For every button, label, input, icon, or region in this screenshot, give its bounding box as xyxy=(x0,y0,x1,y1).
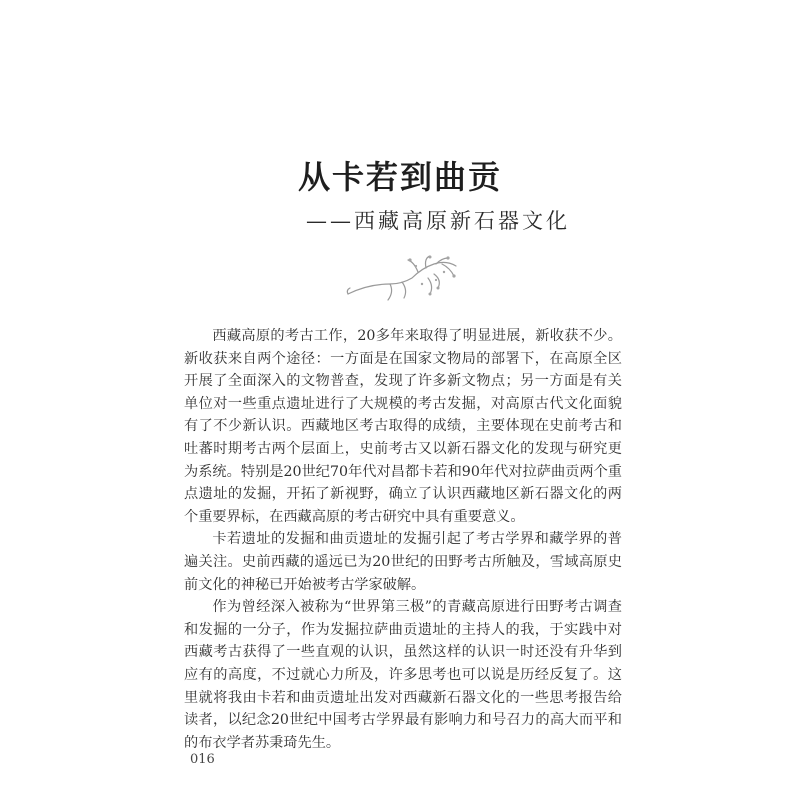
chapter-title: 从卡若到曲贡 xyxy=(297,158,502,196)
body-text xyxy=(184,325,622,754)
paragraph-2: 卡若遗址的发掘和曲贡遗址的发掘引起了考古学界和藏学界的普遍关注。史前西藏的遥远已为20世纪的田野考古所触及，雪域高原史前文化的神秘已开始被考古学家破解。 xyxy=(184,531,622,593)
paragraph-3: 作为曾经深入被称为“世界第三极”的青藏高原进行田野考古调查和发掘的一分子，作为发掘拉萨曲贡遗址的主持人的我，于实践中对西藏考古获得了一些直观的认识，虽然这样的认识一时还没有升华到应有的高度，不过就心力所及，许多思考也可以说是历经反复了。这里就将我由卡若和曲贡遗址出发对西藏新石器文化的一些思考报告给读者，以纪念20世纪中国考古学界最有影响力和号召力的高大而平和的布衣学者苏秉琦先生。 xyxy=(184,599,622,751)
paragraph-1: 西藏高原的考古工作，20多年来取得了明显进展，新收获不少。新收获来自两个途径：一方面是在国家文物局的部署下，在高原全区开展了全面深入的文物普查，发现了许多新文物点；另一方面是有关单位对一些重点遗址进行了大规模的考古发掘，对高原古代文化面貌有了不少新认识。西藏地区考古取得的成绩，主要体现在史前考古和吐蕃时期考古两个层面上，史前考古又以新石器文化的发现与研究更为系统。特别是20世纪70年代对昌都卡若和90年代对拉萨曲贡两个重点遗址的发掘，开拓了新视野，确立了认识西藏地区新石器文化的两个重要界标，在西藏高原的考古研究中具有重要意义。 xyxy=(184,328,622,525)
page-number: 016 xyxy=(190,752,215,767)
chapter-subtitle: ——西藏高原新石器文化 xyxy=(306,209,570,233)
rock-art-ornament-icon xyxy=(338,254,468,306)
